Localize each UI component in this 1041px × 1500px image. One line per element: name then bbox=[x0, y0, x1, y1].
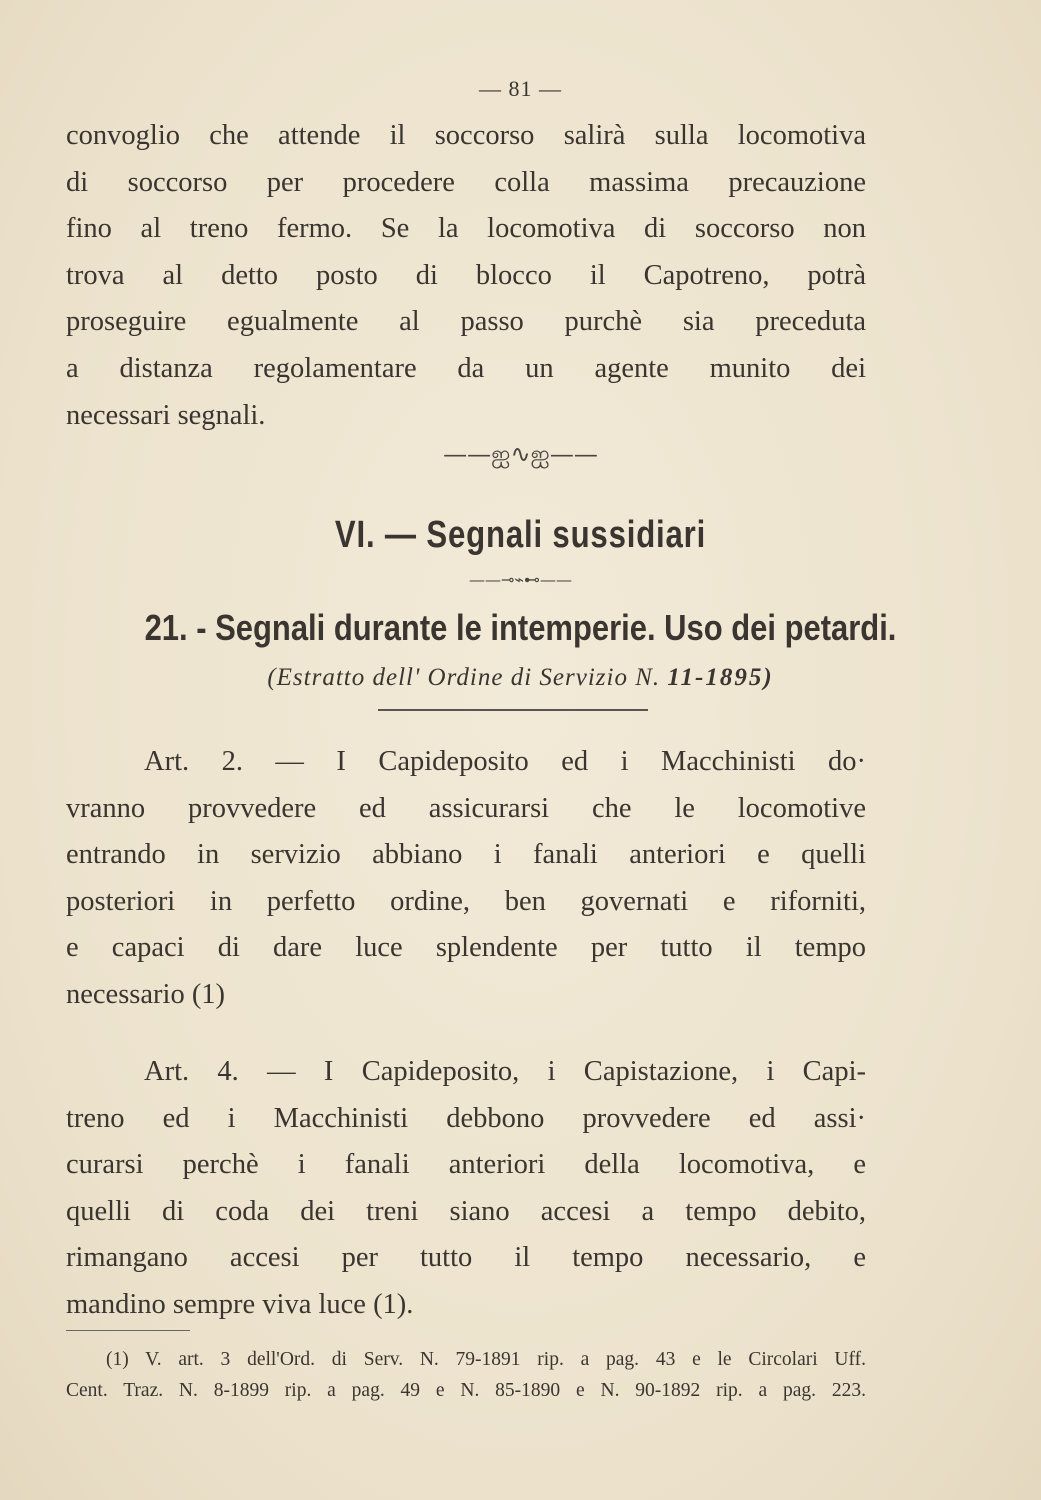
footnote-line: (1) V. art. 3 dell'Ord. di Serv. N. 79-1891 rip. a pag. 43 e le Circolari Uff. bbox=[106, 1349, 866, 1370]
text-line: necessari segnali. bbox=[66, 399, 266, 431]
text-line: a distanza regolamentare da un agente munito dei bbox=[66, 352, 866, 384]
text-line: fino al treno fermo. Se la locomotiva di soccorso non bbox=[66, 213, 866, 245]
article-2-paragraph bbox=[66, 739, 866, 1019]
text-line: Art. 4. — I Capideposito, i Capistazione, i Capi- bbox=[144, 1056, 866, 1087]
page-number: — 81 — bbox=[479, 76, 562, 101]
text-line: proseguire egualmente al passo purchè sia preceduta bbox=[66, 306, 866, 338]
text-line: quelli di coda dei treni siano accesi a tempo debito, bbox=[66, 1195, 866, 1227]
text-line: di soccorso per procedere colla massima precauzione bbox=[66, 166, 866, 198]
text-line: convoglio che attende il soccorso salirà sulla locomotiva bbox=[66, 120, 866, 151]
text-line: mandino sempre viva luce (1). bbox=[66, 1288, 414, 1320]
text-line: Art. 2. — I Capideposito ed i Macchinisti do· bbox=[144, 746, 866, 777]
intro-paragraph bbox=[66, 113, 866, 439]
text-line: trova al detto posto di blocco il Capotreno, potrà bbox=[66, 259, 866, 291]
subsection-title: 21. - Segnali durante le intemperie. Uso dei petardi. bbox=[144, 607, 897, 648]
source-number: 11-1895) bbox=[667, 664, 774, 691]
article-4-paragraph bbox=[66, 1049, 866, 1329]
source-citation bbox=[0, 664, 1041, 692]
text-line: curarsi perchè i fanali anteriori della locomotiva, e bbox=[66, 1149, 866, 1181]
section-title: VI. — Segnali sussidiari bbox=[334, 514, 707, 556]
text-line: necessario (1) bbox=[66, 978, 226, 1010]
footnote-line: Cent. Traz. N. 8-1899 rip. a pag. 49 e N. 85-1890 e N. 90-1892 rip. a pag. 223. bbox=[66, 1380, 866, 1401]
text-line: posteriori in perfetto ordine, ben governati e riforniti, bbox=[66, 885, 866, 917]
text-line: entrando in servizio abbiano i fanali anteriori e quelli bbox=[66, 839, 866, 871]
footnote-rule bbox=[66, 1330, 190, 1331]
text-line: vranno provvedere ed assicurarsi che le locomotive bbox=[66, 792, 866, 824]
source-prefix: (Estratto dell' Ordine di Servizio N. bbox=[267, 664, 661, 691]
ornament-divider: ——ஐ∿ஐ—— bbox=[443, 440, 598, 468]
text-line: rimangano accesi per tutto il tempo necessario, e bbox=[66, 1242, 866, 1274]
divider-rule bbox=[378, 709, 648, 711]
text-line: e capaci di dare luce splendente per tutto il tempo bbox=[66, 932, 866, 964]
text-line: treno ed i Macchinisti debbono provvedere ed assi· bbox=[66, 1102, 866, 1134]
footnote bbox=[66, 1344, 866, 1406]
section-rule-ornament: ——⊸⌁⊷—— bbox=[468, 570, 573, 589]
